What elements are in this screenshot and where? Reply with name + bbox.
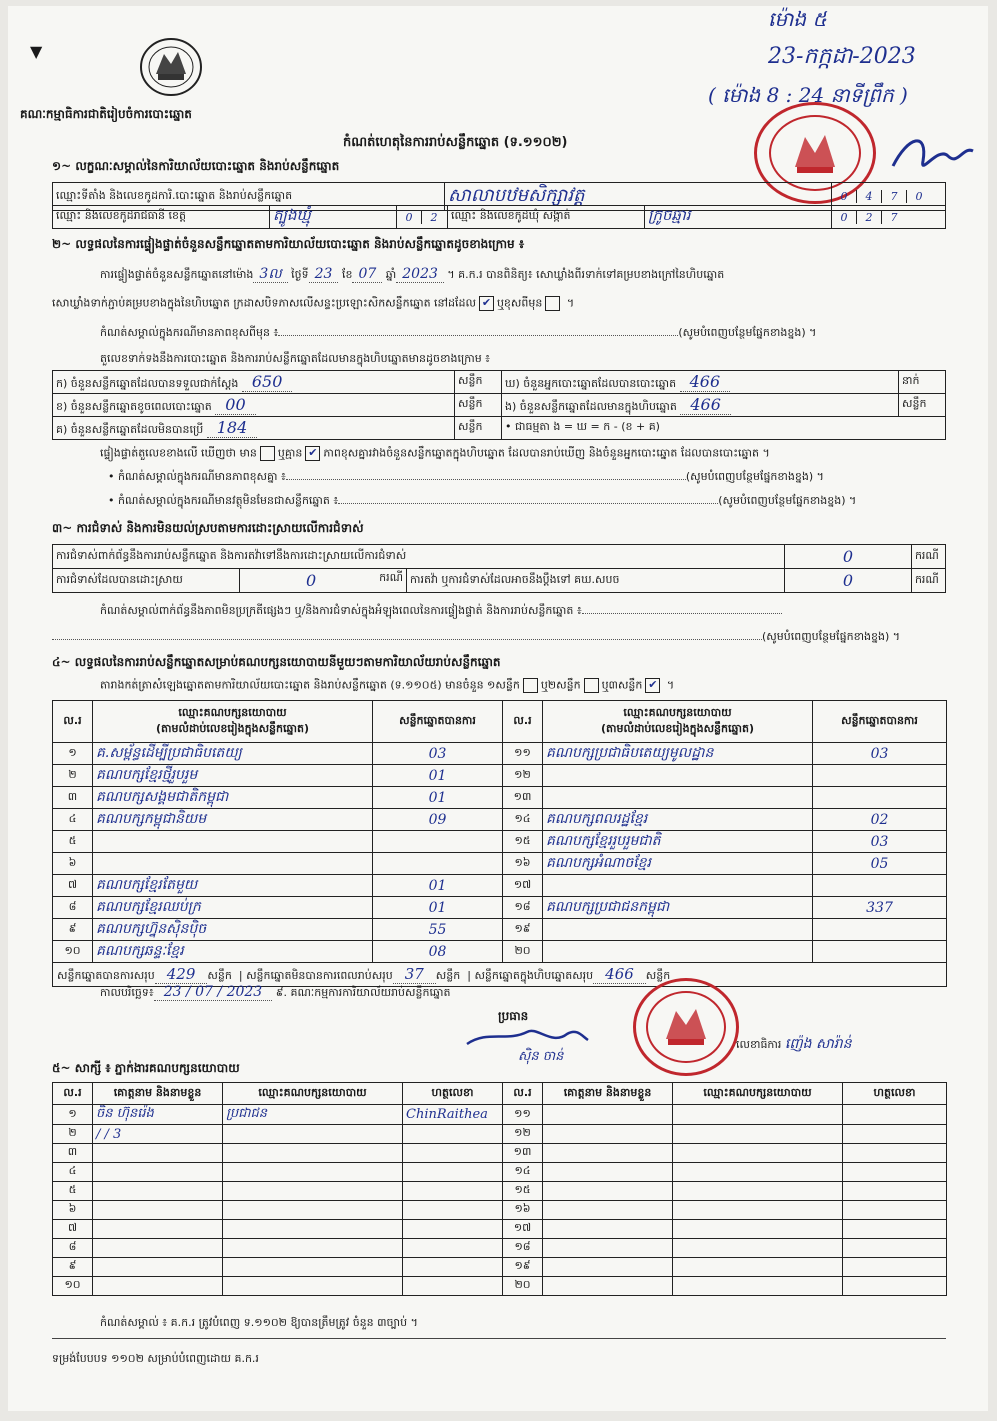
commune-value: ក្រូចឆ្មារ <box>648 206 691 224</box>
witness-name <box>93 1258 223 1277</box>
witness-signature[interactable] <box>843 1258 947 1277</box>
party-name: គណបក្សកម្ពុជានិយម <box>93 809 373 831</box>
witness-party <box>223 1277 403 1296</box>
witness-number: ១៨ <box>503 1239 543 1258</box>
witness-signature <box>403 1144 503 1163</box>
party-number: ១៣ <box>503 787 543 809</box>
party-name <box>543 787 813 809</box>
discrepancy-no-checkbox[interactable]: ✔ <box>305 446 320 461</box>
total-invalid-value: 37 <box>393 965 436 984</box>
witness-row <box>53 1277 947 1296</box>
witness-number: ១៧ <box>503 1220 543 1239</box>
witness-signature <box>403 1163 503 1182</box>
witness-name[interactable] <box>543 1163 673 1182</box>
party-votes <box>373 831 503 853</box>
witness-name[interactable] <box>543 1182 673 1201</box>
witness-row <box>53 1239 947 1258</box>
witness-name[interactable] <box>543 1125 673 1144</box>
handwritten-scribble: ម៉ោង ៥ <box>768 7 827 31</box>
totals-row: សន្លឹកឆ្នោតបានការសរុប 429 សន្លឹក | សន្លឹកឆ្នោតមិនបានការពេលរាប់សរុប 37 សន្លឹក | សន្លឹកឆ្នោតក្នុងហិបឆ្នោតសរុប 466 សន្លឹក <box>53 963 947 987</box>
section3-note: កំណត់សម្គាល់ពាក់ព័ន្ធនឹងភាពមិនប្រក្រតីផ្សេងៗ ឬ/និងការជំទាស់ក្នុងអំឡុងពេលនៃការផ្ទៀងផ្ទាត់ និងការរាប់សន្លឹកឆ្នោត ៖ <box>100 604 782 620</box>
witness-signature <box>403 1201 503 1220</box>
objections-value: 0 <box>842 547 854 566</box>
results-row <box>53 787 947 809</box>
party-number: ២ <box>53 765 93 787</box>
party-votes: 337 <box>813 897 947 919</box>
party-name: គណបក្សខ្មែរថ្មីរួបរួម <box>93 765 373 787</box>
party-number: ១០ <box>53 941 93 963</box>
section2-line2: សោឃ្លាំងទាក់ភ្ជាប់គម្របខាងក្នុងនៃហិបឆ្នោត ក្រដាសបិទភាសលើសន្ទះប្រឡោះសិកសន្លឹកឆ្នោត នៅដដែល ✔ ឬខុសពីមុន ។ <box>52 296 575 310</box>
ballots-in-box-value: 466 <box>680 395 731 415</box>
total-box-value: 466 <box>593 965 646 984</box>
witness-name <box>93 1239 223 1258</box>
section1-title: ១~ លក្ខណៈសម្គាល់នៃការិយាល័យបោះឆ្នោត និងរាប់សន្លឹកឆ្នោត <box>52 159 340 173</box>
three-sheet-checkbox[interactable]: ✔ <box>645 678 660 693</box>
province-value: ត្បូងឃ្មុំ <box>273 206 311 224</box>
witness-party <box>223 1239 403 1258</box>
witness-name[interactable] <box>543 1258 673 1277</box>
nec-emblem-icon <box>136 34 206 100</box>
unused-ballots-value: 184 <box>207 418 258 438</box>
formula: • ជាធម្មតា ង = ឃ = ក - (ខ + គ) <box>502 417 946 440</box>
party-number: ៧ <box>53 875 93 897</box>
section2-title: ២~ លទ្ធផលនៃការផ្ទៀងផ្ទាត់ចំនួនសន្លឹកឆ្នោតតាមការិយាល័យបោះឆ្នោត និងរាប់សន្លឹកឆ្នោតដូចខាងក្រោម ៖ <box>52 237 525 251</box>
results-row <box>53 809 947 831</box>
results-row <box>53 897 947 919</box>
party-number: ១៨ <box>503 897 543 919</box>
section5-note: កំណត់សម្គាល់ ៖ គ.ក.រ ត្រូវបំពេញ ទ.១១០២ ឱ្យបានត្រឹមត្រូវ ចំនួន ៣ច្បាប់ ។ <box>100 1316 418 1329</box>
party-name <box>93 853 373 875</box>
witness-row <box>53 1201 947 1220</box>
witness-name[interactable] <box>543 1105 673 1125</box>
party-number: ៥ <box>53 831 93 853</box>
party-name: គណបក្សខ្មែរឈប់ក្រ <box>93 897 373 919</box>
party-votes: 03 <box>813 743 947 765</box>
witness-signature[interactable] <box>843 1163 947 1182</box>
org-name: គណៈកម្មាធិការជាតិរៀបចំការបោះឆ្នោត <box>20 107 192 121</box>
total-valid-value: 429 <box>155 965 208 984</box>
section5-title: ៥~ សាក្សី ៖ ភ្នាក់ងារគណបក្សនយោបាយ <box>52 1061 240 1075</box>
witness-signature[interactable] <box>843 1277 947 1296</box>
witness-signature <box>403 1220 503 1239</box>
witness-name <box>93 1201 223 1220</box>
witness-party <box>223 1220 403 1239</box>
form-paper <box>8 6 988 1411</box>
party-number: ៨ <box>53 897 93 919</box>
party-votes <box>813 787 947 809</box>
witness-number: ១៣ <box>503 1144 543 1163</box>
party-name: គណបក្សប្រជាជនកម្ពុជា <box>543 897 813 919</box>
results-row <box>53 765 947 787</box>
one-sheet-checkbox[interactable] <box>523 678 538 693</box>
witness-party[interactable] <box>673 1163 843 1182</box>
section3-note-line: (សូមបំពេញបន្ថែមផ្នែកខាងខ្នង) ។ <box>52 630 946 646</box>
section2-intro: តួលេខទាក់ទងនឹងការបោះឆ្នោត និងការរាប់សន្លឹកឆ្នោតដែលមានក្នុងហិបឆ្នោតមានដូចខាងក្រោម ៖ <box>100 352 491 365</box>
signature-top-icon <box>888 126 978 186</box>
appeal-value: 0 <box>842 571 854 590</box>
witness-name[interactable] <box>543 1277 673 1296</box>
witness-number: ១៩ <box>503 1258 543 1277</box>
party-name <box>543 941 813 963</box>
party-votes <box>813 875 947 897</box>
witness-number: ១០ <box>53 1277 93 1296</box>
section2-note1: កំណត់សម្គាល់ក្នុងករណីមានភាពខុសពីមុន ៖ (សូមបំពេញបន្ថែមផ្នែកខាងខ្នង) ។ <box>100 326 817 339</box>
party-votes: 01 <box>373 875 503 897</box>
discrepancy-check: ផ្ទៀងផ្ទាត់តួលេខខាងលើ ឃើញថា មាន ឬគ្មាន ✔ ភាពខុសគ្នារវាងចំនួនសន្លឹកឆ្នោតក្នុងហិបឆ្នោត ដែលបានរាប់ឃើញ និងចំនួនអ្នកបោះឆ្នោត ដែលបានបោះឆ្នោត ។ <box>100 446 770 460</box>
received-ballots-value: 650 <box>242 372 293 392</box>
party-name: គណបក្សសង្គមជាតិកម្ពុជា <box>93 787 373 809</box>
witness-number: ១ <box>53 1105 93 1125</box>
witness-number: ២ <box>53 1125 93 1144</box>
resolved-value: 0 <box>305 571 317 590</box>
witness-signature[interactable] <box>843 1125 947 1144</box>
party-name <box>543 875 813 897</box>
chair-name: ស៊ិន ចាន់ <box>518 1049 564 1064</box>
witness-name: / / 3 <box>93 1125 223 1144</box>
party-votes <box>813 919 947 941</box>
witness-number: ៥ <box>53 1182 93 1201</box>
results-table: ល.រ ឈ្មោះគណបក្សនយោបាយ (តាមលំដាប់លេខរៀងក្នុងសន្លឹកឆ្នោត) សន្លឹកឆ្នោតបានការ ល.រ ឈ្មោះគណបក្សនយោបាយ (តាមលំដាប់លេខរៀងក្នុងសន្លឹកឆ្នោត) សន្លឹកឆ្នោតបានការ ១ គ.សម្ព័ន្ធដើម្បីប្រជាធិបតេយ្យ 03 ១១ គណបក្សប្រជាធិបតេយ្យមូលដ្ឋាន 03 ២ គណបក្សខ្មែរថ្មីរួបរួម 01 ១២ ៣ គណបក្សសង្គមជាតិកម្ពុជា 01 ១៣ ៤ គណបក្សកម្ពុជានិយម 09 ១៤ គណបក្សពលរដ្ឋខ្មែរ 02 ៥ ១៥ គណបក្សខ្មែររួបរួមជាតិ 03 ៦ ១៦ គណបក្សអំណាចខ្មែរ 05 ៧ គណបក្សខ្មែរតែមួយ 01 ១៧ ៨ គណបក្សខ្មែរឈប់ក្រ 01 ១៨ គណបក្សប្រជាជនកម្ពុជា 337 ៩ គណបក្សហ្វ៊ុនស៊ិនប៉ិច 55 ១៩ ១០ គណបក្សឆន្ទៈខ្មែរ 08 ២០ សន្លឹកឆ្នោតបានការសរុប 429 សន្លឹក | សន្លឹកឆ្នោតមិនបានការពេលរាប់សរុប 37 សន្លឹក | សន្លឹកឆ្នោតក្នុងហិបឆ្នោតសរុប 466 សន្លឹក <box>52 700 947 987</box>
witness-number: ១៦ <box>503 1201 543 1220</box>
party-votes: 01 <box>373 787 503 809</box>
witness-number: ១២ <box>503 1125 543 1144</box>
party-number: ១១ <box>503 743 543 765</box>
count-date-value: 23 / 07 / 2023 <box>154 984 273 1001</box>
witness-name <box>93 1163 223 1182</box>
party-votes: 05 <box>813 853 947 875</box>
party-votes: 55 <box>373 919 503 941</box>
commune-label: ឈ្មោះ និងលេខកូដឃុំ សង្កាត់ <box>448 206 645 229</box>
results-row <box>53 919 947 941</box>
discrepancy-yes-checkbox[interactable] <box>260 446 275 461</box>
same-checkbox[interactable]: ✔ <box>479 296 494 311</box>
witness-number: ១៤ <box>503 1163 543 1182</box>
witness-signature[interactable] <box>843 1182 947 1201</box>
party-number: ១៩ <box>503 919 543 941</box>
province-code: 0 2 <box>397 206 448 229</box>
witness-signature <box>403 1125 503 1144</box>
party-number: ៣ <box>53 787 93 809</box>
section4-title: ៤~ លទ្ធផលនៃការរាប់សន្លឹកឆ្នោតសម្រាប់គណបក្សនយោបាយនីមួយៗតាមការិយាល័យរាប់សន្លឹកឆ្នោត <box>52 655 501 669</box>
party-name: គណបក្សខ្មែររួបរួមជាតិ <box>543 831 813 853</box>
party-name: គណបក្សហ្វ៊ុនស៊ិនប៉ិច <box>93 919 373 941</box>
results-row <box>53 853 947 875</box>
witness-number: ៤ <box>53 1163 93 1182</box>
results-row <box>53 743 947 765</box>
witness-party[interactable] <box>673 1105 843 1125</box>
section4-intro: តារាងកត់ត្រាសំឡេងឆ្នោតតាមការិយាល័យបោះឆ្នោត និងរាប់សន្លឹកឆ្នោត (ទ.១១០៥) មានចំនួន ១សន្លឹក ឬ២សន្លឹក ឬ៣សន្លឹក ✔ ។ <box>100 678 675 692</box>
official-seal-bottom <box>633 978 739 1076</box>
witness-row <box>53 1105 947 1125</box>
party-votes <box>373 853 503 875</box>
witness-name[interactable] <box>543 1239 673 1258</box>
party-votes: 01 <box>373 897 503 919</box>
witness-name <box>93 1144 223 1163</box>
row1-value: សាលាបឋមសិក្សាវត្ត <box>448 185 585 206</box>
witness-signature[interactable] <box>843 1105 947 1125</box>
witness-party[interactable] <box>673 1125 843 1144</box>
objections-table: ការជំទាស់ពាក់ព័ន្ធនឹងការរាប់សន្លឹកឆ្នោត និងការតវ៉ាទៅនឹងការដោះស្រាយលើការជំទាស់ 0 ករណី ការជំទាស់ដែលបានដោះស្រាយ 0 ករណី ការតវ៉ា ឬការជំទាស់ដែលអាចនឹងប្តឹងទៅ គឃ.សបច 0 ករណី <box>52 544 946 593</box>
chair-label: ប្រធាន <box>498 1009 529 1023</box>
date-line: កាលបរិច្ឆេទ៖ 23 / 07 / 2023 ៩. គណៈកម្មការការិយាល័យរាប់សន្លឹកឆ្នោត <box>100 984 451 1000</box>
witness-name[interactable] <box>543 1201 673 1220</box>
witness-number: ៦ <box>53 1201 93 1220</box>
witness-number: ២០ <box>503 1277 543 1296</box>
party-name <box>93 831 373 853</box>
witness-party[interactable] <box>673 1220 843 1239</box>
witness-party[interactable] <box>673 1277 843 1296</box>
results-row <box>53 875 947 897</box>
witness-party[interactable] <box>673 1239 843 1258</box>
witness-party <box>223 1163 403 1182</box>
secretary-line: លេខាធិការ ញ៉េង សារ៉ាន់ <box>736 1036 852 1052</box>
party-votes: 02 <box>813 809 947 831</box>
witness-name: ចិន ហ៊ុនរ៉េង <box>93 1105 223 1125</box>
form-title: កំណត់ហេតុនៃការរាប់សន្លឹកឆ្នោត (ទ.១១០២) <box>343 135 568 150</box>
party-name: គណបក្សប្រជាធិបតេយ្យមូលដ្ឋាន <box>543 743 813 765</box>
count-table: ក) ចំនួនសន្លឹកឆ្នោតដែលបានទទួលជាក់ស្តែង 650 សន្លឹក ឃ) ចំនួនអ្នកបោះឆ្នោតដែលបានបោះឆ្នោត 466 នាក់ ខ) ចំនួនសន្លឹកឆ្នោតខូចពេលបោះឆ្នោត 00 សន្លឹក ង) ចំនួនសន្លឹកឆ្នោតដែលមានក្នុងហិបឆ្នោត 466 សន្លឹក គ) ចំនួនសន្លឹកឆ្នោតដែលមិនបានប្រើ 184 សន្លឹក • ជាធម្មតា ង = ឃ = ក - (ខ + គ) <box>52 370 946 440</box>
party-number: ៦ <box>53 853 93 875</box>
witness-party <box>223 1125 403 1144</box>
party-name <box>543 919 813 941</box>
party-name <box>543 765 813 787</box>
witness-party[interactable] <box>673 1144 843 1163</box>
party-votes: 03 <box>813 831 947 853</box>
party-number: ១៤ <box>503 809 543 831</box>
party-votes: 09 <box>373 809 503 831</box>
section2-line1: ការផ្ទៀងផ្ទាត់ចំនួនសន្លឹកឆ្នោតនៅម៉ោង 3ល ថ្ងៃទី 23 ខែ 07 ឆ្នាំ 2023 ។ គ.ក.រ បានពិនិត្យ៖ សោឃ្លាំងពីរទាក់ទៅគម្របខាងក្រៅនៃហិបឆ្នោត <box>100 266 725 282</box>
witness-number: ៩ <box>53 1258 93 1277</box>
witness-name[interactable] <box>543 1144 673 1163</box>
party-votes <box>813 941 947 963</box>
party-name: គណបក្សខ្មែរតែមួយ <box>93 875 373 897</box>
witness-party <box>223 1144 403 1163</box>
witness-name <box>93 1220 223 1239</box>
witness-number: ៨ <box>53 1239 93 1258</box>
witness-row <box>53 1258 947 1277</box>
party-number: ១២ <box>503 765 543 787</box>
witness-signature[interactable] <box>843 1144 947 1163</box>
party-number: ៩ <box>53 919 93 941</box>
party-votes: 08 <box>373 941 503 963</box>
witness-signature <box>403 1182 503 1201</box>
witness-number: ៧ <box>53 1220 93 1239</box>
row2-label: ឈ្មោះ និងលេខកូដរាជធានី ខេត្ត <box>53 206 270 229</box>
party-votes: 03 <box>373 743 503 765</box>
witness-signature <box>403 1239 503 1258</box>
witness-party <box>223 1258 403 1277</box>
different-checkbox[interactable] <box>545 296 560 311</box>
commune-code: 0 2 7 <box>832 206 946 229</box>
witness-signature <box>403 1258 503 1277</box>
party-number: ១៧ <box>503 875 543 897</box>
witness-signature <box>403 1277 503 1296</box>
witness-party[interactable] <box>673 1201 843 1220</box>
party-name: គណបក្សឆន្ទៈខ្មែរ <box>93 941 373 963</box>
handwritten-time: ( ម៉ោង 8 : 24 នាទីព្រឹក ) <box>708 83 908 107</box>
section3-title: ៣~ ការជំទាស់ និងការមិនយល់ស្របតាមការដោះស្រាយលើការជំទាស់ <box>52 521 364 535</box>
witness-signature[interactable] <box>843 1239 947 1258</box>
section1-table-row2 <box>52 205 946 229</box>
witness-row <box>53 1182 947 1201</box>
witness-party <box>223 1182 403 1201</box>
two-sheet-checkbox[interactable] <box>584 678 599 693</box>
witness-party: ប្រជាជន <box>223 1105 403 1125</box>
witness-name[interactable] <box>543 1220 673 1239</box>
party-name: គណបក្សអំណាចខ្មែរ <box>543 853 813 875</box>
party-number: ៤ <box>53 809 93 831</box>
witness-row <box>53 1163 947 1182</box>
witness-party <box>223 1201 403 1220</box>
bullet-note1: • កំណត់សម្គាល់ក្នុងករណីមានភាពខុសគ្នា ៖ (សូមបំពេញបន្ថែមផ្នែកខាងខ្នង) ។ <box>108 470 824 483</box>
witness-signature: ChinRaithea <box>403 1105 503 1125</box>
spoiled-ballots-value: 00 <box>215 395 255 415</box>
witness-signature[interactable] <box>843 1201 947 1220</box>
party-number: ១៦ <box>503 853 543 875</box>
witness-table: ល.រ គោត្តនាម និងនាមខ្លួន ឈ្មោះគណបក្សនយោបាយ ហត្ថលេខា ល.រ គោត្តនាម និងនាមខ្លួន ឈ្មោះគណបក្សនយោបាយ ហត្ថលេខា ១ ចិន ហ៊ុនរ៉េង ប្រជាជន ChinRaithea ១១ ២ / / 3 ១២ ៣ ១៣ ៤ ១៤ ៥ ១៥ ៦ ១៦ ៧ ១៧ ៨ ១៨ ៩ ១៩ ១០ ២០ <box>52 1082 947 1296</box>
footer-text: ទម្រង់បែបបទ ១១០២ សម្រាប់បំពេញដោយ គ.ក.រ <box>52 1352 259 1365</box>
results-row <box>53 831 947 853</box>
footer-divider <box>52 1338 946 1339</box>
witness-name <box>93 1182 223 1201</box>
party-votes <box>813 765 947 787</box>
corner-mark: ▼ <box>30 42 43 61</box>
witness-row <box>53 1220 947 1239</box>
bullet-note2: • កំណត់សម្គាល់ក្នុងករណីមានវត្ថុមិនមែនជាសន្លឹកឆ្នោត ៖ (សូមបំពេញបន្ថែមផ្នែកខាងខ្នង) ។ <box>108 494 857 507</box>
witness-signature[interactable] <box>843 1220 947 1239</box>
witness-row <box>53 1144 947 1163</box>
party-name: គណបក្សពលរដ្ឋខ្មែរ <box>543 809 813 831</box>
party-number: ២០ <box>503 941 543 963</box>
handwritten-date: 23-កក្កដា-2023 <box>768 44 916 69</box>
row1-label: ឈ្មោះទីតាំង និងលេខកូដការិ.បោះឆ្នោត និងរាប់សន្លឹកឆ្នោត <box>53 183 445 211</box>
party-number: ១ <box>53 743 93 765</box>
witness-number: ១១ <box>503 1105 543 1125</box>
party-name: គ.សម្ព័ន្ធដើម្បីប្រជាធិបតេយ្យ <box>93 743 373 765</box>
witness-party[interactable] <box>673 1258 843 1277</box>
results-row <box>53 941 947 963</box>
witness-number: ៣ <box>53 1144 93 1163</box>
row1-code: 0 4 7 0 <box>832 183 946 211</box>
witness-party[interactable] <box>673 1182 843 1201</box>
witness-name <box>93 1277 223 1296</box>
witness-number: ១៥ <box>503 1182 543 1201</box>
voters-value: 466 <box>680 372 731 392</box>
party-number: ១៥ <box>503 831 543 853</box>
witness-row <box>53 1125 947 1144</box>
party-votes: 01 <box>373 765 503 787</box>
